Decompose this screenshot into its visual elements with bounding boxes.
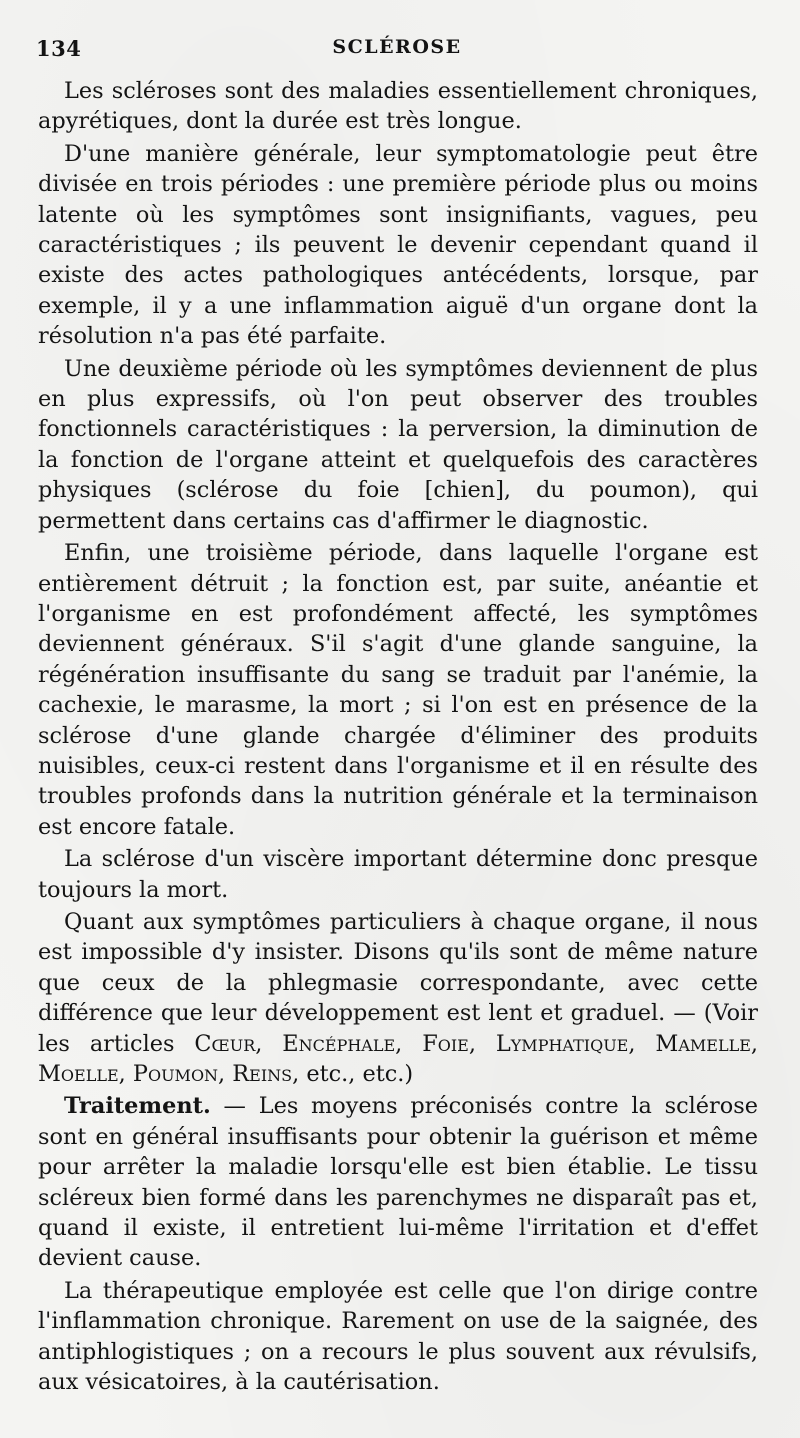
paragraph-therapeutics: La thérapeutique employée est celle que l'on dirige contre l'inflammation chronique. Rarement on use de la saignée, des antiphlogistiques ; on a recours le plus souvent aux révulsifs, aux vésicatoires, à la cautérisation. — [38, 1277, 758, 1396]
paragraph-second-period: Une deuxième période où les symptômes deviennent de plus en plus expressifs, où l'on peut observer des troubles fonctionnels caractéristiques : la perversion, la diminution de la fonction de l'organe atteint et quelquefois des caractères physiques (sclérose du foie [chien], du poumon), qui permettent dans certains cas d'affirmer le diagnostic. — [38, 355, 758, 534]
paragraph-chronic-nature: Les scléroses sont des maladies essentiellement chroniques, apyrétiques, dont la durée est très longue. — [38, 78, 758, 135]
paragraph-viscera-death: La sclérose d'un viscère important détermine donc presque toujours la mort. — [38, 846, 758, 903]
paragraph-particular-symptoms — [38, 907, 758, 1089]
page-header — [36, 36, 758, 66]
body-text — [38, 76, 758, 1399]
page-number: 134 — [36, 36, 82, 61]
particular-symptoms-end: , etc., etc.) — [292, 1061, 414, 1087]
particular-symptoms-text: Quant aux symptômes particuliers à chaque organe, il nous est impossible d'y insister. Disons qu'ils sont de même nature que ceux de la phlegmasie correspondante, avec cette différence que leur développement est lent et graduel. — (Voir les articles — [38, 908, 758, 1057]
paragraph-third-period: Enfin, une troisième période, dans laquelle l'organe est entièrement détruit ; la fonction est, par suite, anéantie et l'organisme en est profondément affecté, les symptômes deviennent généraux. S'il s'agit d'une glande sanguine, la régénération insuffisante du sang se traduit par l'anémie, la cachexie, le marasme, la mort ; si l'on est en présence de la sclérose d'une glande chargée d'éliminer des produits nuisibles, ceux-ci restent dans l'organisme et il en résulte des troubles profonds dans la nutrition générale et la terminaison est encore fatale. — [38, 540, 758, 840]
treatment-heading: Traitement. — [64, 1093, 211, 1120]
treatment-text: — Les moyens préconisés contre la sclérose sont en général insuffisants pour obtenir la guérison et même pour arrêter la maladie lorsqu'elle est bien établie. Le tissu scléreux bien formé dans les parenchymes ne disparaît pas et, quand il existe, il entretient lui-même l'irritation et d'effet devient cause. — [38, 1093, 758, 1272]
running-title: SCLÉROSE — [332, 36, 462, 58]
article-references: Cœur, Encéphale, Foie, Lymphatique, Mamelle, Moelle, Poumon, Reins — [38, 1030, 758, 1087]
paragraph-three-periods: D'une manière générale, leur symptomatologie peut être divisée en trois périodes : une première période plus ou moins latente où les symptômes sont insignifiants, vagues, peu caractéristiques ; ils peuvent le devenir cependant quand il existe des actes pathologiques antécédents, lorsque, par exemple, il y a une inflammation aiguë d'un organe dont la résolution n'a pas été parfaite. — [38, 140, 758, 350]
paragraph-treatment — [38, 1091, 758, 1273]
